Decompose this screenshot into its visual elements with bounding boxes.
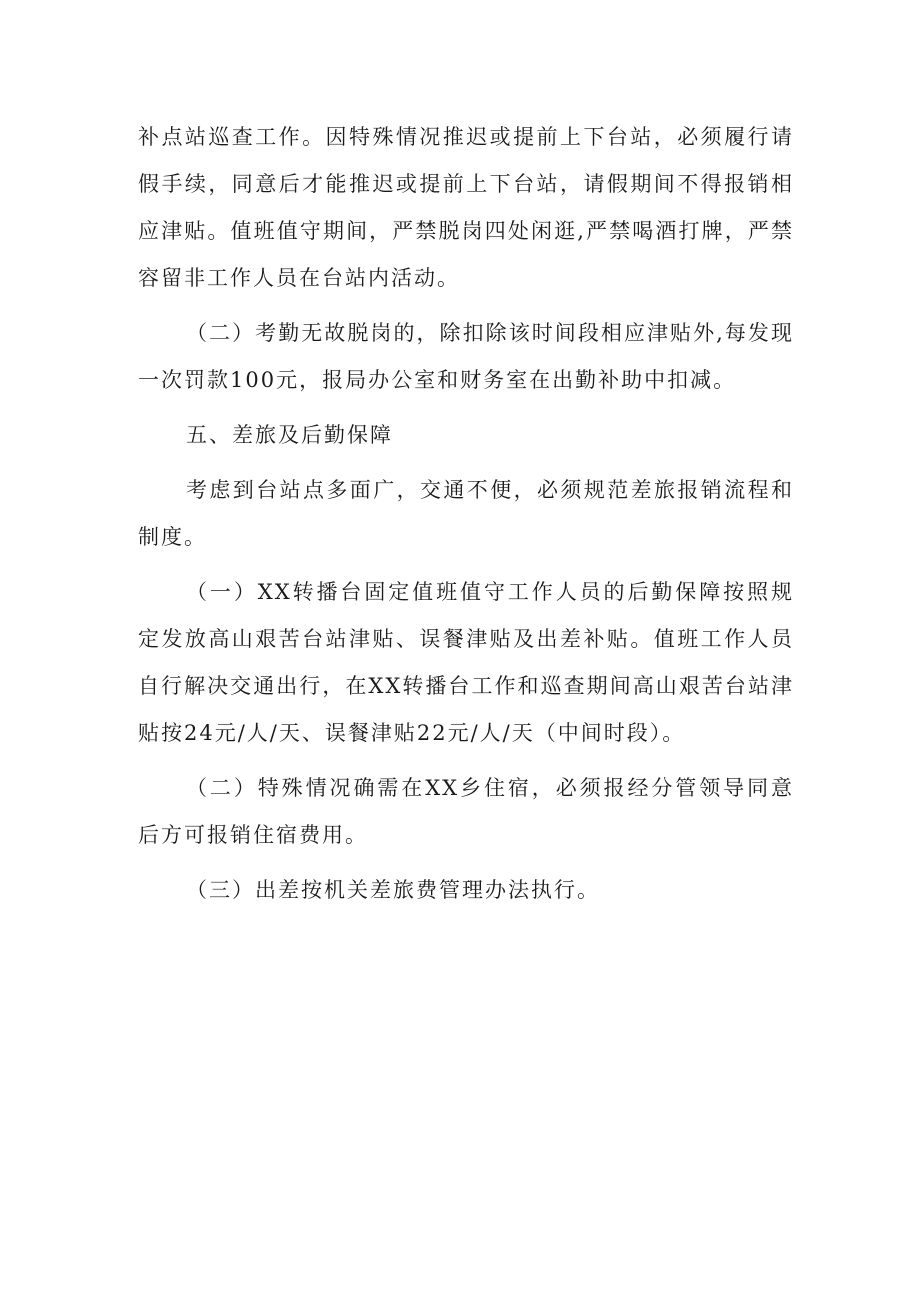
- paragraph-attendance-penalty: （二）考勤无故脱岗的，除扣除该时间段相应津贴外,每发现一次罚款100元，报局办公室和财务室在出勤补助中扣减。: [138, 321, 794, 392]
- paragraph-logistics-allowance: （一）XX转播台固定值班值守工作人员的后勤保障按照规定发放高山艰苦台站津贴、误餐津贴及出差补贴。值班工作人员自行解决交通出行，在XX转播台工作和巡查期间高山艰苦台站津贴按24元/人/天、误餐津贴22元/人/天（中间时段）。: [138, 580, 794, 745]
- paragraph-continuation: 补点站巡查工作。因特殊情况推迟或提前上下台站，必须履行请假手续，同意后才能推迟或提前上下台站，请假期间不得报销相应津贴。值班值守期间，严禁脱岗四处闲逛,严禁喝酒打牌，严禁容留非工作人员在台站内活动。: [138, 125, 794, 290]
- paragraph-accommodation: （二）特殊情况确需在XX乡住宿，必须报经分管领导同意后方可报销住宿费用。: [138, 776, 794, 847]
- paragraph-business-travel: （三）出差按机关差旅费管理办法执行。: [186, 878, 600, 902]
- paragraph-travel-intro: 考虑到台站点多面广，交通不便，必须规范差旅报销流程和制度。: [138, 478, 794, 549]
- section-heading-travel-logistics: 五、差旅及后勤保障: [186, 423, 393, 447]
- document-body: [138, 114, 794, 914]
